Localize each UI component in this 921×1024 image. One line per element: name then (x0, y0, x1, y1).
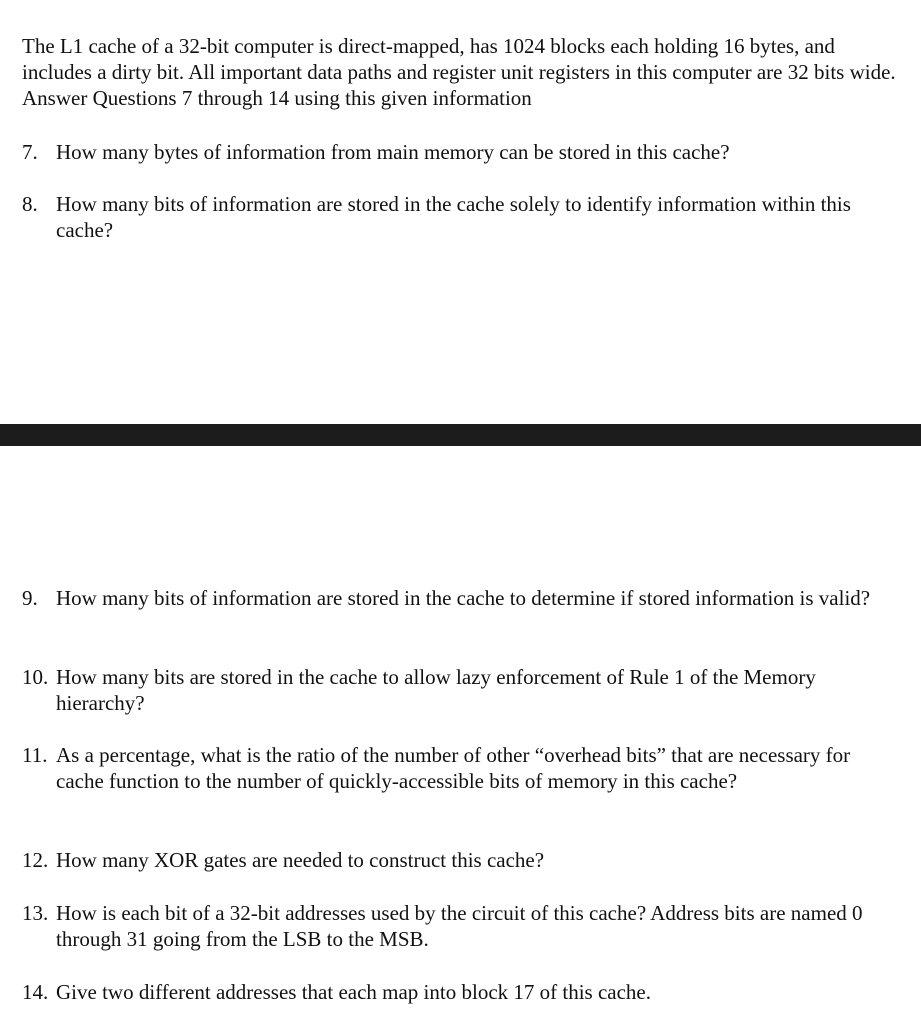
question-14 (22, 979, 902, 1005)
question-11 (22, 742, 902, 794)
question-text: Give two different addresses that each map into block 17 of this cache. (56, 980, 652, 1004)
question-number: 14. (22, 980, 49, 1004)
question-text: How is each bit of a 32-bit addresses used by the circuit of this cache? Address bits are named 0 through 31 going from the LSB to the MSB. (56, 901, 863, 951)
question-text: How many XOR gates are needed to construct this cache? (56, 848, 545, 872)
question-number: 9. (22, 586, 38, 610)
question-number: 7. (22, 140, 38, 164)
question-text: How many bits are stored in the cache to allow lazy enforcement of Rule 1 of the Memory hierarchy? (56, 665, 816, 715)
question-7 (22, 139, 902, 165)
question-text: How many bytes of information from main memory can be stored in this cache? (56, 140, 730, 164)
question-text: How many bits of information are stored in the cache to determine if stored information is valid? (56, 586, 871, 610)
question-13 (22, 900, 902, 952)
intro-paragraph: The L1 cache of a 32-bit computer is direct-mapped, has 1024 blocks each holding 16 bytes, and includes a dirty bit. All important data paths and register unit registers in this computer are 32 bits wide. Answer Questions 7 through 14 using this given information (22, 34, 896, 110)
question-9 (22, 585, 902, 611)
question-number: 13. (22, 901, 49, 925)
question-text: How many bits of information are stored in the cache solely to identify information within this cache? (56, 192, 851, 242)
question-number: 11. (22, 743, 48, 767)
question-10 (22, 664, 902, 716)
page-divider (0, 424, 921, 446)
question-12 (22, 847, 902, 873)
question-number: 12. (22, 848, 49, 872)
question-number: 10. (22, 665, 49, 689)
question-number: 8. (22, 192, 38, 216)
question-8 (22, 191, 902, 243)
question-text: As a percentage, what is the ratio of the number of other “overhead bits” that are necessary for cache function to the number of quickly-accessible bits of memory in this cache? (56, 743, 851, 793)
